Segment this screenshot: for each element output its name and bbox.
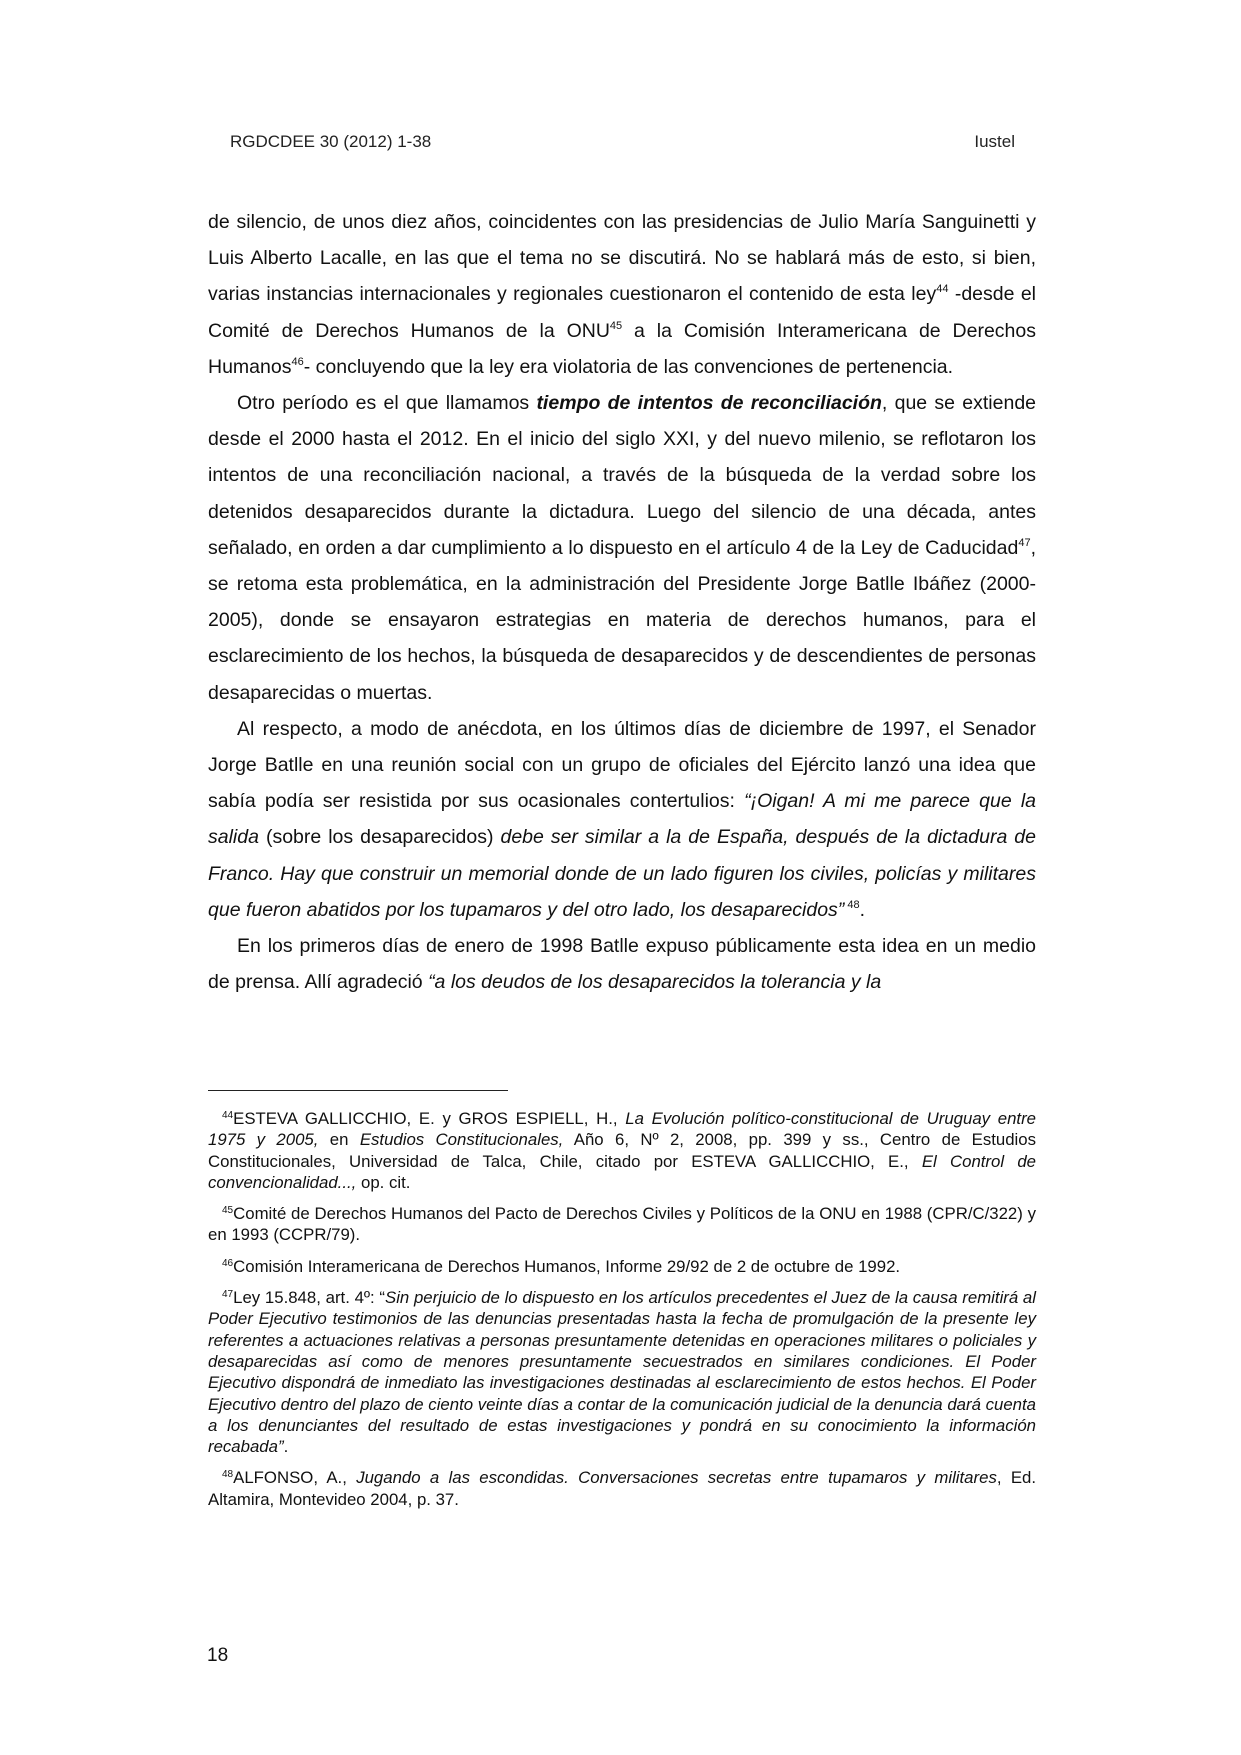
text-run: Sin perjuicio de lo dispuesto en los artículos precedentes el Juez de la causa remitirá al Poder Ejecutivo testimonios de las denuncias presentadas hasta la fecha de promulgación de la presente ley referentes a actuaciones relativas a personas presuntamente detenidas en operaciones militares o policiales y desaparecidas así como de menores presuntamente secuestrados en similares condiciones. El Poder Ejecutivo dispondrá de inmediato las investigaciones destinadas al esclarecimiento de estos hechos. El Poder Ejecutivo dentro del plazo de ciento veinte días a contar de la comunicación judicial de la denuncia dará cuenta a los denunciantes del resultado de estas investigaciones y pondrá en su conocimiento la información recabada” — [208, 1288, 1036, 1457]
body-text — [208, 204, 1036, 1000]
publisher-name: Iustel — [974, 132, 1015, 151]
text-run: “¡Oigan! A mi me parece que la salida — [208, 790, 1036, 849]
text-run: , Ed. Altamira, Montevideo 2004, p. 37. — [208, 1468, 1037, 1509]
text-run: ALFONSO, A., — [233, 1468, 357, 1488]
footnote-separator — [208, 1090, 508, 1091]
text-run: , se retoma esta problemática, en la administración del Presidente Jorge Batlle Ibáñez (2000-2005), donde se ensayaron estrategias en materia de derechos humanos, para el esclarecimiento de los hechos, la búsqueda de desaparecidos y de descendientes de personas desaparecidas o muertas. — [208, 536, 1036, 704]
footnote-ref: 44 — [222, 1110, 234, 1121]
text-run: Ley 15.848, art. 4º: “ — [233, 1288, 385, 1308]
footnote-ref: 48 — [847, 898, 860, 911]
footnote-48 — [208, 1467, 1036, 1510]
text-run: Comité de Derechos Humanos del Pacto de Derechos Civiles y Políticos de la ONU en 1988 (CPR/C/322) y en 1993 (CCPR/79). — [208, 1204, 1036, 1245]
text-run: Año 6, Nº 2, 2008, pp. 399 y ss., Centro de Estudios Constitucionales, Universidad de Talca, Chile, citado por ESTEVA GALLICCHIO, E., — [208, 1130, 1036, 1171]
footnote-ref: 47 — [1018, 536, 1031, 549]
text-run: Comisión Interamericana de Derechos Humanos, Informe 29/92 de 2 de octubre de 1992. — [233, 1256, 901, 1276]
text-run: en — [318, 1130, 360, 1150]
text-run: . — [283, 1437, 289, 1457]
paragraph — [208, 385, 1036, 711]
text-run: - concluyendo que la ley era violatoria de las convenciones de pertenencia. — [303, 355, 954, 378]
footnote-45 — [208, 1203, 1036, 1246]
footnote-ref: 45 — [609, 319, 623, 332]
footnote-46 — [208, 1256, 1036, 1277]
text-run: El Control de convencionalidad..., — [208, 1151, 1036, 1192]
paragraph — [208, 204, 1036, 385]
paragraph — [208, 711, 1036, 928]
footnote-ref: 47 — [222, 1289, 234, 1301]
text-run: Estudios Constitucionales, — [359, 1130, 564, 1150]
paragraph — [208, 928, 1036, 1000]
text-run: Otro período es el que llamamos — [237, 392, 537, 415]
text-run: a la Comisión Interamericana de Derechos Humanos — [208, 319, 1036, 378]
footnotes — [208, 1108, 1036, 1520]
text-run: (sobre los desaparecidos) — [258, 826, 501, 849]
text-run: Al respecto, a modo de anécdota, en los últimos días de diciembre de 1997, el Senador Jorge Batlle en una reunión social con un grupo de oficiales del Ejército lanzó una idea que sabía podía ser resistida por sus ocasionales contertulios: — [208, 717, 1036, 813]
text-run: Jugando a las escondidas. Conversaciones secretas entre tupamaros y militares — [356, 1468, 997, 1488]
footnote-ref: 46 — [222, 1257, 234, 1269]
footnote-ref: 48 — [222, 1469, 234, 1481]
text-run: de silencio, de unos diez años, coincidentes con las presidencias de Julio María Sanguinetti y Luis Alberto Lacalle, en las que el tema no se discutirá. No se hablará más de esto, si bien, varias instancias internacionales y regionales cuestionaron el contenido de esta ley — [208, 211, 1036, 306]
footnote-ref: 45 — [222, 1205, 234, 1217]
footnote-47 — [208, 1287, 1036, 1457]
footnote-ref: 46 — [291, 355, 304, 368]
text-run: op. cit. — [356, 1172, 411, 1192]
text-run: -desde el Comité de Derechos Humanos de la ONU — [208, 283, 1036, 342]
text-run: ESTEVA GALLICCHIO, E. y GROS ESPIELL, H., — [233, 1109, 626, 1128]
text-run: tiempo de intentos de reconciliación — [536, 392, 882, 415]
text-run: . — [859, 898, 866, 921]
page-number: 18 — [207, 1645, 229, 1666]
footnote-ref: 44 — [936, 283, 949, 296]
journal-citation: RGDCDEE 30 (2012) 1-38 — [230, 132, 432, 151]
running-header — [230, 132, 1015, 156]
footnote-44 — [208, 1108, 1036, 1193]
text-run: , que se extiende desde el 2000 hasta el 2012. En el inicio del siglo XXI, y del nuevo milenio, se reflotaron los intentos de una reconciliación nacional, a través de la búsqueda de la verdad sobre los detenidos desaparecidos durante la dictadura. Luego del silencio de una década, antes señalado, en orden a dar cumplimiento a lo dispuesto en el artículo 4 de la Ley de Caducidad — [208, 392, 1037, 559]
text-run: En los primeros días de enero de 1998 Batlle expuso públicamente esta idea en un medio de prensa. Allí agradeció — [208, 935, 1036, 994]
text-run: “a los deudos de los desaparecidos la tolerancia y la — [428, 971, 882, 994]
text-run: La Evolución político-constitucional de Uruguay entre 1975 y 2005, — [208, 1109, 1036, 1150]
text-run: debe ser similar a la de España, después de la dictadura de Franco. Hay que construir un memorial donde de un lado figuren los civiles, policías y militares que fueron abatidos por los tupamaros y del otro lado, los desaparecidos” — [208, 826, 1036, 921]
